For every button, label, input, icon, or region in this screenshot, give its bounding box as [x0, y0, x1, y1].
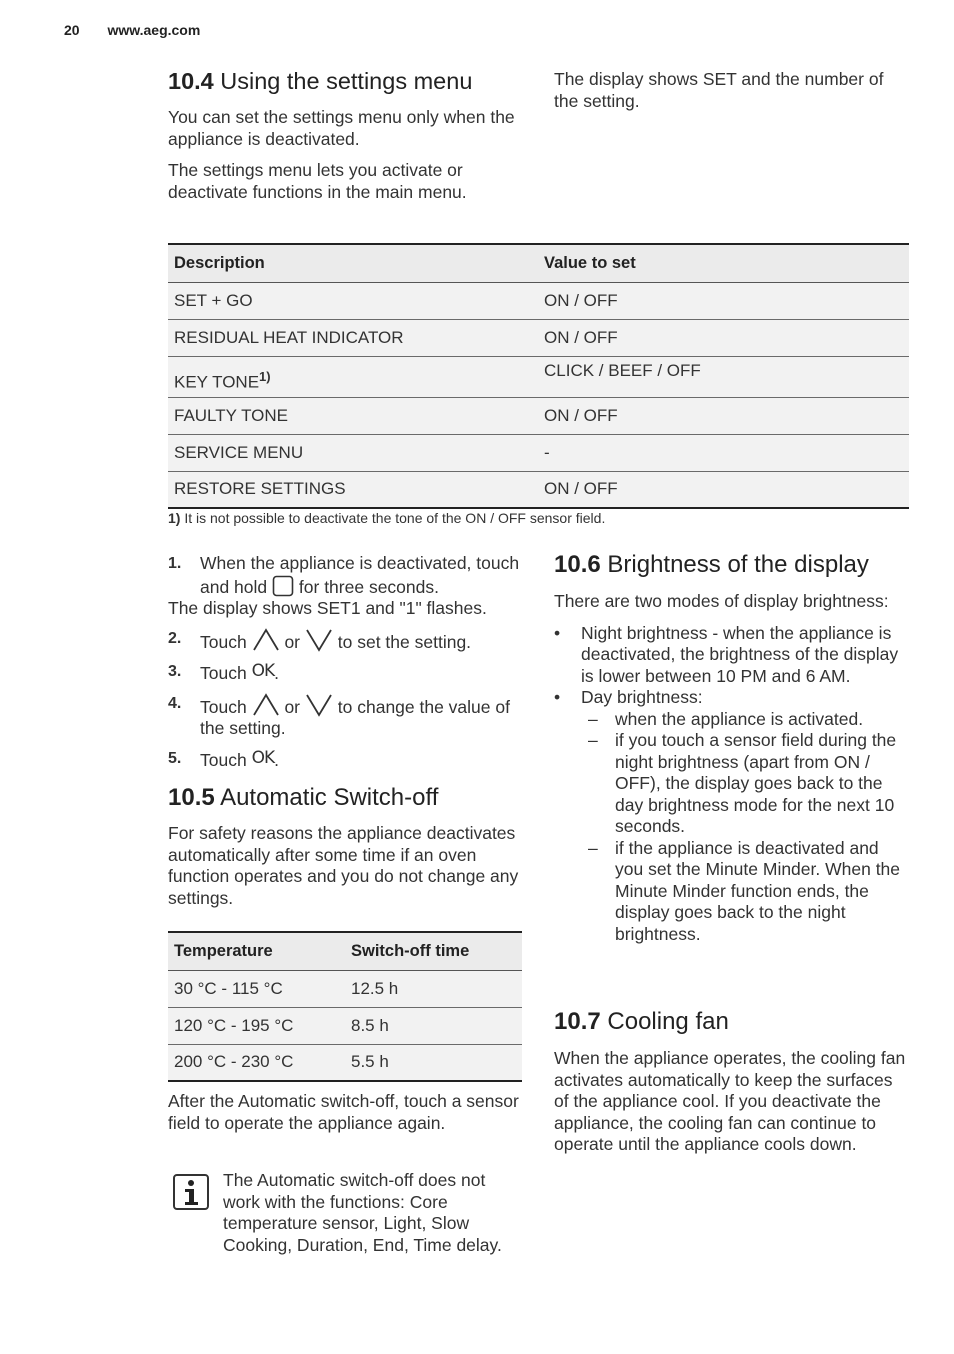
- table-cell: SET + GO: [168, 282, 538, 319]
- table-row: [168, 970, 522, 1007]
- list-item: 4. Touch or to change the value of the setting.: [168, 694, 510, 738]
- table-row: [168, 471, 909, 508]
- table-cell: KEY TONE$^{1)}$: [168, 356, 538, 397]
- table-row: [168, 397, 909, 434]
- up-arrow-icon: [252, 693, 280, 717]
- table-row: [168, 1044, 522, 1081]
- table-cell: ON / OFF: [538, 397, 909, 434]
- section-10-7: [554, 1007, 910, 1156]
- section-10-4-cont: [554, 69, 910, 112]
- list-item: – when the appliance is activated.: [588, 708, 864, 729]
- down-arrow-icon: [305, 628, 333, 652]
- steps-list: [168, 628, 522, 772]
- table-cell: 30 °C - 115 °C: [168, 970, 345, 1007]
- table-row: [168, 356, 909, 397]
- section-10-5-cont: [168, 1091, 522, 1134]
- dash-list: [588, 709, 910, 946]
- paragraph: You can set the settings menu only when the appliance is deactivated.: [168, 107, 515, 149]
- paragraph: The settings menu lets you activate or deactivate functions in the main menu.: [168, 160, 467, 202]
- table-header-cell: Switch-off time: [345, 932, 522, 970]
- section-heading: 10.5 Automatic Switch-off: [168, 784, 439, 811]
- page-number: 20: [64, 22, 80, 38]
- paragraph: The display shows SET and the number of the setting.: [554, 69, 884, 111]
- paragraph: For safety reasons the appliance deactivates automatically after some time if an oven function operates and you do not change any settings.: [168, 823, 519, 908]
- ok-icon: OK: [251, 661, 275, 681]
- list-item: – if you touch a sensor field during the night brightness (apart from ON / OFF), the display goes back to the day brightness mode for the next 10 seconds.: [588, 730, 897, 836]
- bullet-list: [554, 623, 910, 946]
- steps-list: [168, 553, 522, 598]
- settings-table: [168, 243, 909, 509]
- table-cell: ON / OFF: [538, 471, 909, 508]
- table-row: [168, 282, 909, 319]
- list-item: • Day brightness: – when the appliance is activated. – if you touch a sensor field during the night brightness (apart from ON / OFF), the display goes back to the day brightness mode for the next 10 seconds. – if the appliance is deactivated and you set the Minute Minder. When the Minute Minder function ends, the display goes back to the night brightness.: [554, 687, 910, 945]
- table-row: [168, 319, 909, 356]
- table-header-cell: Value to set: [538, 244, 909, 282]
- paragraph: After the Automatic switch-off, touch a sensor field to operate the appliance again.: [168, 1091, 519, 1133]
- switchoff-table: [168, 931, 522, 1082]
- list-item: – if the appliance is deactivated and you set the Minute Minder. When the Minute Minder function ends, the display goes back to the night brightness.: [588, 837, 901, 944]
- table-header-row: [168, 932, 522, 970]
- table-row: [168, 434, 909, 471]
- section-10-4: [168, 66, 522, 203]
- paragraph: There are two modes of display brightness:: [554, 591, 889, 611]
- list-item: 3. Touch OK.: [168, 661, 279, 683]
- table-cell: SERVICE MENU: [168, 434, 538, 471]
- table-cell: RESIDUAL HEAT INDICATOR: [168, 319, 538, 356]
- ok-icon: OK: [251, 747, 275, 768]
- table-cell: 8.5 h: [345, 1007, 522, 1044]
- list-item: • Night brightness - when the appliance is deactivated, the brightness of the display is lower between 10 PM and 6 AM.: [554, 622, 899, 686]
- table-cell: -: [538, 434, 909, 471]
- up-arrow-icon: [252, 628, 280, 652]
- table-row: [168, 1007, 522, 1044]
- steps-block: [168, 553, 522, 771]
- table-header-row: [168, 244, 909, 282]
- section-heading: 10.4 Using the settings menu: [168, 68, 473, 94]
- table-header-cell: Description: [168, 244, 538, 282]
- section-10-6: [554, 550, 910, 945]
- list-item: 2. Touch or to set the setting.: [168, 629, 472, 652]
- square-sensor-icon: [272, 575, 294, 597]
- note-text: The Automatic switch-off does not work with the functions: Core temperature sensor, Light, Slow Cooking, Duration, End, Time delay.: [223, 1170, 502, 1255]
- table-cell: ON / OFF: [538, 282, 909, 319]
- website-url: www.aeg.com: [107, 22, 201, 38]
- paragraph: The display shows SET1 and "1" flashes.: [168, 598, 487, 618]
- table-cell: 120 °C - 195 °C: [168, 1007, 345, 1044]
- footnote-marker: 1): [259, 368, 271, 384]
- paragraph: When the appliance operates, the cooling fan activates automatically to keep the surfaces of the appliance cool. If you deactivate the appliance, the cooling fan can continue to operate until the appliance cools down.: [554, 1048, 906, 1154]
- page-header: [64, 22, 200, 38]
- list-item: 1. When the appliance is deactivated, touch and hold for three seconds.: [168, 553, 520, 597]
- table-cell: 12.5 h: [345, 970, 522, 1007]
- section-10-5: [168, 783, 522, 909]
- section-heading: 10.6 Brightness of the display: [554, 551, 869, 578]
- down-arrow-icon: [305, 693, 333, 717]
- table-cell: ON / OFF: [538, 319, 909, 356]
- table-header-cell: Temperature: [168, 932, 345, 970]
- section-heading: 10.7 Cooling fan: [554, 1008, 729, 1035]
- table-cell: CLICK / BEEF / OFF: [538, 356, 909, 397]
- table-cell: RESTORE SETTINGS: [168, 471, 538, 508]
- info-note: [168, 1170, 522, 1256]
- table-footnote: 1) It is not possible to deactivate the tone of the ON / OFF sensor field.: [168, 510, 606, 526]
- list-item: 5. Touch OK.: [168, 747, 279, 770]
- table-cell: 5.5 h: [345, 1044, 522, 1081]
- info-icon: [173, 1174, 209, 1210]
- table-cell: 200 °C - 230 °C: [168, 1044, 345, 1081]
- table-cell: FAULTY TONE: [168, 397, 538, 434]
